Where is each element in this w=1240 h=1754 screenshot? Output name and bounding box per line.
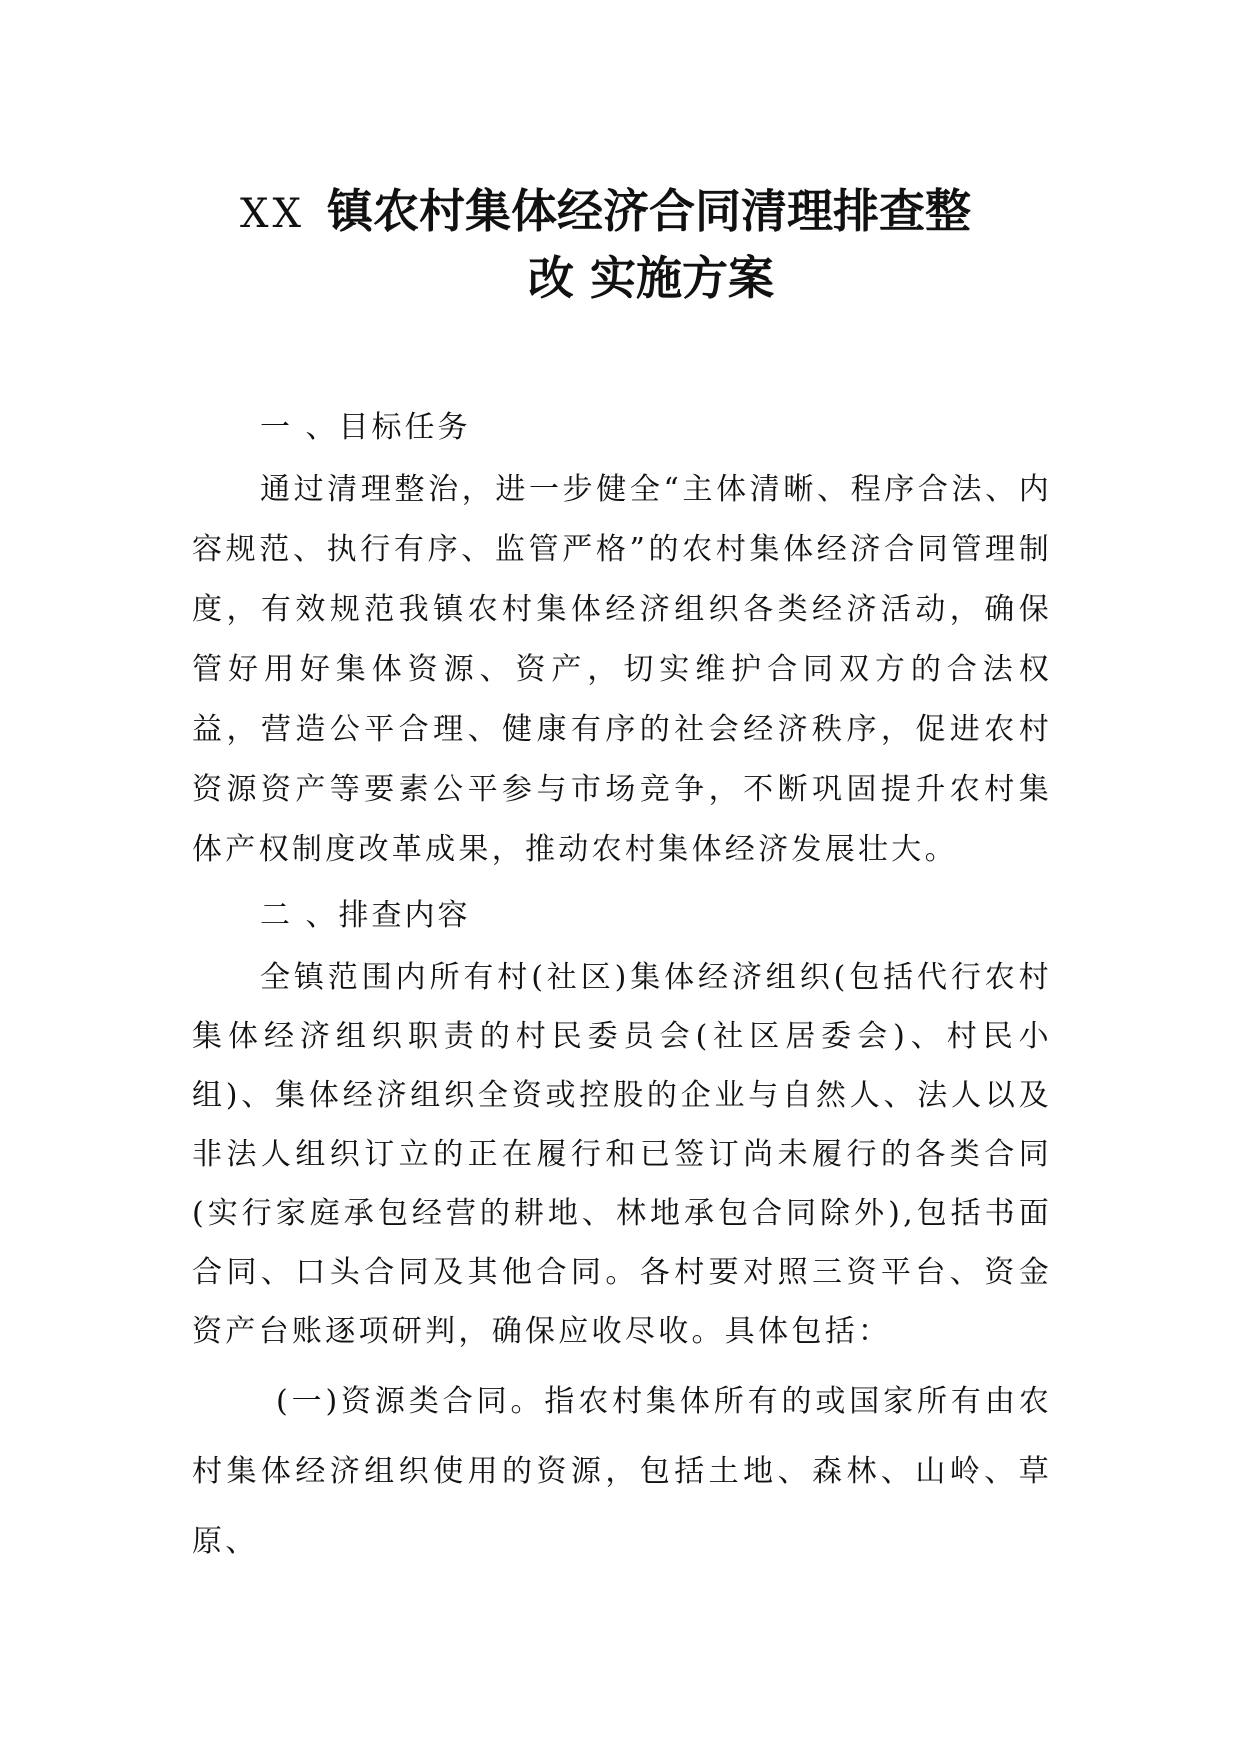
section-heading-goals: 一 、目标任务	[260, 410, 471, 445]
paragraph-scope: 全镇范围内所有村(社区)集体经济组织(包括代行农村集体经济组织职责的村民委员会(社区居委会)、村民小组)、集体经济组织全资或控股的企业与自然人、法人以及非法人组织订立的正在履行和已签订尚未履行的各类合同(实行家庭承包经营的耕地、林地承包合同除外),包括书面合同、口头合同及其他合同。各村要对照三资平台、资金资产台账逐项研判，确保应收尽收。具体包括：	[192, 960, 1052, 1349]
document-body	[192, 396, 1052, 1577]
section-heading-scope: 二 、排查内容	[260, 898, 471, 933]
paragraph-goals: 通过清理整治，进一步健全“主体清晰、程序合法、内容规范、执行有序、监管严格”的农村集体经济合同管理制度，有效规范我镇农村集体经济组织各类经济活动，确保管好用好集体资源、资产，切实维护合同双方的合法权益，营造公平合理、健康有序的社会经济秩序，促进农村资源资产等要素公平参与市场竞争，不断巩固提升农村集体产权制度改革成果，推动农村集体经济发展壮大。	[192, 472, 1052, 867]
title-line-1	[240, 175, 971, 250]
paragraph-resource-contracts: (一)资源类合同。指农村集体所有的或国家所有由农村集体经济组织使用的资源，包括土地、森林、山岭、草原、	[192, 1384, 1052, 1559]
title-line-1-text: 镇农村集体经济合同清理排查整	[326, 184, 971, 238]
title-line-2: 改 实施方案	[528, 251, 775, 305]
title-prefix: XX	[240, 191, 305, 237]
